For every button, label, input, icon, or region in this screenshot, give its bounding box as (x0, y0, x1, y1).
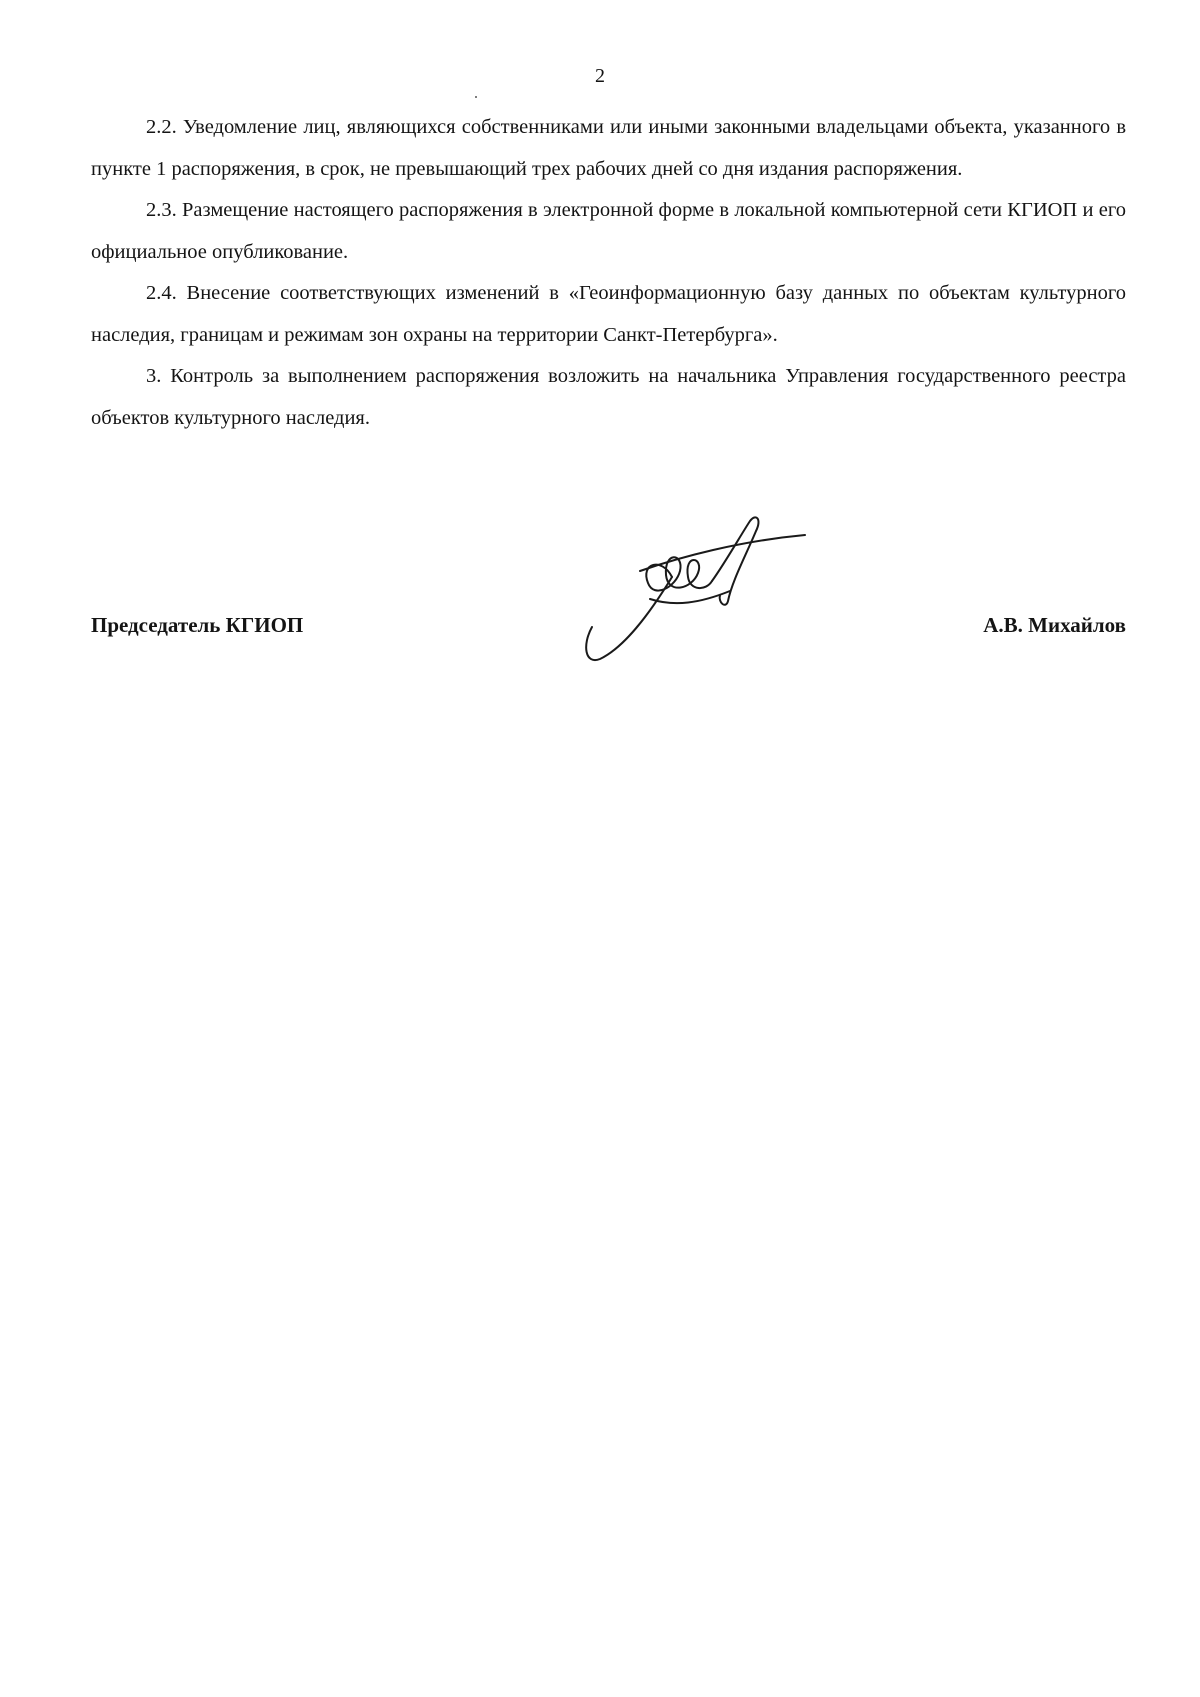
paragraph-2-2: 2.2. Уведомление лиц, являющихся собственниками или иными законными владельцами объекта, указанного в пункте 1 распоряжения, в срок, не превышающий трех рабочих дней со дня издания распоряжения. (91, 116, 1126, 180)
signer-name: А.В. Михайлов (983, 613, 1126, 637)
signature-stroke-tall (712, 517, 758, 604)
paragraph-3: 3. Контроль за выполнением распоряжения возложить на начальника Управления государственного реестра объектов культурного наследия. (91, 365, 1126, 429)
signature-stroke-loops (646, 557, 712, 590)
page-number: 2 (595, 65, 605, 87)
scan-artifact-dot (475, 96, 477, 98)
signature-stroke-hook (586, 577, 672, 660)
signer-position: Председатель КГИОП (91, 613, 304, 637)
document-body (91, 107, 1126, 439)
paragraph-2-4: 2.4. Внесение соответствующих изменений в «Геоинформационную базу данных по объектам культурного наследия, границам и режимам зон охраны на территории Санкт-Петербурга». (91, 282, 1126, 346)
handwritten-signature (580, 515, 820, 670)
paragraph-2-3: 2.3. Размещение настоящего распоряжения в электронной форме в локальной компьютерной сети КГИОП и его официальное опубликование. (91, 199, 1126, 263)
